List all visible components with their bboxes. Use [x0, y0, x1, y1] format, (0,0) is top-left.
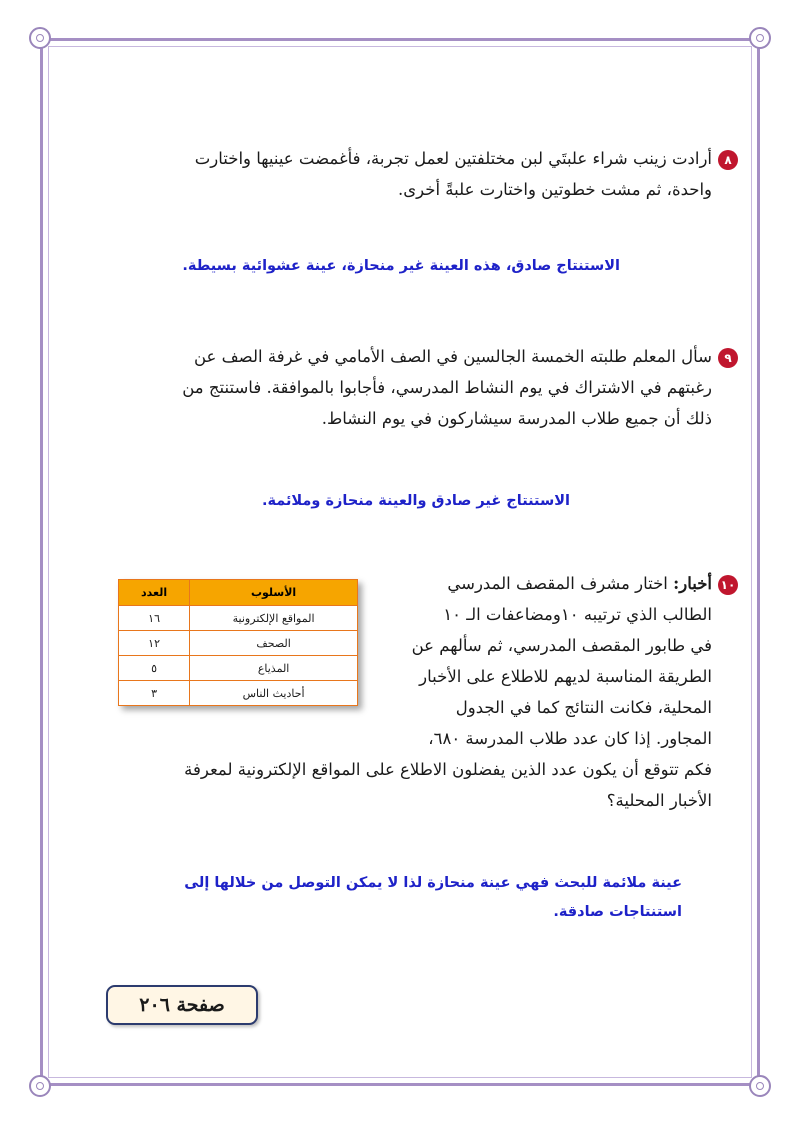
survey-results-table — [118, 579, 358, 706]
answer-10 — [150, 869, 682, 927]
answer-9: الاستنتاج غير صادق والعينة منحازة وملائمة. — [261, 493, 570, 509]
table-header-count: العدد — [119, 580, 190, 606]
table-row — [119, 681, 358, 706]
table-cell-method: أحاديث الناس — [190, 681, 358, 706]
answer-10-line-1: عينة ملائمة للبحث فهي عينة منحازة لذا لا يمكن التوصل من خلالها إلى — [184, 875, 682, 891]
question-10-line-8: الأخبار المحلية؟ — [606, 791, 712, 810]
table-header-row — [119, 580, 358, 606]
question-9-line-3: ذلك أن جميع طلاب المدرسة سيشاركون في يوم النشاط. — [321, 409, 712, 428]
question-10-line-2: الطالب الذي ترتيبه ١٠ومضاعفات الـ ١٠ — [443, 605, 712, 624]
table-cell-count: ١٦ — [119, 606, 190, 631]
question-10 — [364, 568, 738, 754]
table-cell-method: الصحف — [190, 631, 358, 656]
question-10-line-7: فكم تتوقع أن يكون عدد الذين يفضلون الاطلاع على المواقع الإلكترونية لمعرفة — [184, 760, 712, 779]
table-cell-count: ٥ — [119, 656, 190, 681]
table-cell-method: المذياع — [190, 656, 358, 681]
question-number-badge: ١٠ — [718, 575, 738, 595]
question-10-continued — [110, 754, 712, 816]
question-10-line-6: المجاور. إذا كان عدد طلاب المدرسة ٦٨٠، — [428, 729, 712, 748]
table-cell-count: ١٢ — [119, 631, 190, 656]
corner-ornament-icon — [29, 1075, 51, 1097]
table-cell-count: ٣ — [119, 681, 190, 706]
question-8 — [110, 143, 738, 205]
question-9-line-2: رغبتهم في الاشتراك في يوم النشاط المدرسي، فأجابوا بالموافقة. فاستنتج من — [182, 378, 712, 397]
table-row — [119, 631, 358, 656]
table-cell-method: المواقع الإلكترونية — [190, 606, 358, 631]
question-number-badge: ٨ — [718, 150, 738, 170]
table-row — [119, 606, 358, 631]
answer-8: الاستنتاج صادق، هذه العينة غير منحازة، عينة عشوائية بسيطة. — [182, 258, 620, 274]
corner-ornament-icon — [29, 27, 51, 49]
question-8-line-2: واحدة، ثم مشت خطوتين واختارت علبةً أخرى. — [397, 180, 712, 199]
answer-10-line-2: استنتاجات صادقة. — [553, 904, 682, 920]
table-row — [119, 656, 358, 681]
question-9 — [110, 341, 738, 434]
page-number-badge: صفحة ٢٠٦ — [106, 985, 258, 1025]
question-8-line-1: ٨أرادت زينب شراء علبتَي لبن مختلفتين لعمل تجربة، فأغمضت عينيها واختارت — [110, 143, 738, 174]
question-number-badge: ٩ — [718, 348, 738, 368]
question-10-line-1: ١٠أخبار: اختار مشرف المقصف المدرسي — [364, 568, 738, 599]
question-10-line-4: الطريقة المناسبة لديهم للاطلاع على الأخبار — [419, 667, 712, 686]
corner-ornament-icon — [749, 27, 771, 49]
corner-ornament-icon — [749, 1075, 771, 1097]
question-9-line-1: ٩سأل المعلم طلبته الخمسة الجالسين في الصف الأمامي في غرفة الصف عن — [110, 341, 738, 372]
question-10-line-5: المحلية، فكانت النتائج كما في الجدول — [455, 698, 712, 717]
table-header-method: الأسلوب — [190, 580, 358, 606]
question-10-line-3: في طابور المقصف المدرسي، ثم سألهم عن — [411, 636, 712, 655]
